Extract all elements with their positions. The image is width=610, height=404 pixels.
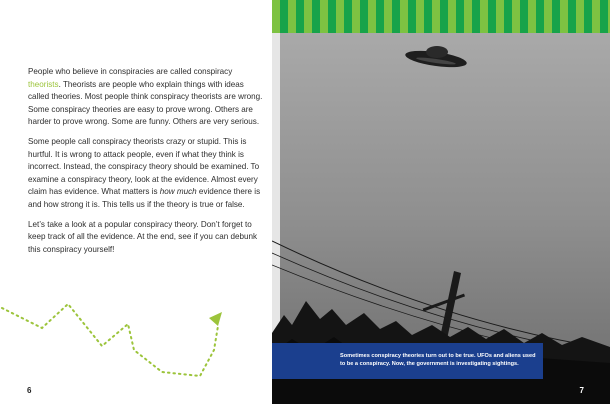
- photo-caption-box: [272, 343, 543, 379]
- page-number-left: 6: [27, 386, 32, 395]
- glossary-term-theorists[interactable]: theorists: [28, 79, 59, 89]
- page-number-right: 7: [579, 386, 584, 395]
- dotted-zigzag-arrow-icon: [0, 300, 272, 390]
- striped-banner: [272, 0, 610, 33]
- paragraph-2: Some people call conspiracy theorists crazy or stupid. This is hurtful. It is wrong to attack people, even if what they think is incorrect. Instead, the conspiracy theory should be examined. To examine a conspiracy theory, look at the evidence. Almost every claim has evidence. What matters is how much evidence there is and how strong it is. This tells us if the theory is true or false.: [28, 136, 261, 209]
- photo-caption: Sometimes conspiracy theories turn out to be true. UFOs and aliens used to be a conspiracy. Now, the government is investigating sightings.: [340, 353, 536, 367]
- right-page: [272, 0, 610, 404]
- body-text: [28, 66, 266, 263]
- paragraph-1: People who believe in conspiracies are called conspiracy theorists. Theorists are people who explain things with ideas called theories. Most people think conspiracy theorists are wrong. Some conspiracy theories are easy to prove wrong. Others are harder to prove wrong. Some are funny. Others are very serious.: [28, 67, 263, 127]
- emphasis-how-much: how much: [159, 187, 197, 197]
- left-page: [0, 0, 272, 404]
- paragraph-3: Let’s take a look at a popular conspiracy theory. Don’t forget to keep track of all the evidence. At the end, see if you can debunk this conspiracy yourself!: [28, 219, 258, 254]
